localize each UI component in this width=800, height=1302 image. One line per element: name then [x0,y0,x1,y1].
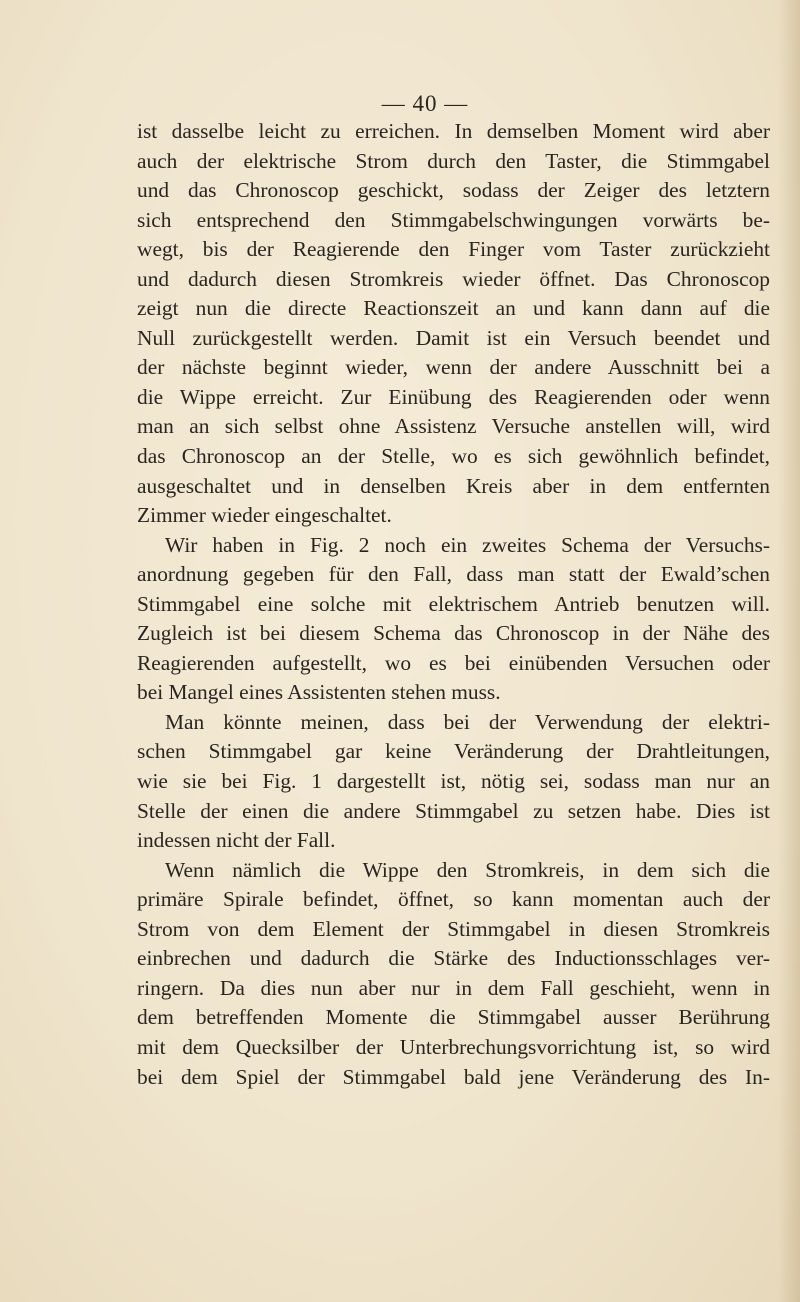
text-line: ist dasselbe leicht zu erreichen. In demselben Moment wird aber [137,119,770,143]
text-line: einbrechen und dadurch die Stärke des Inductionsschlages ver- [137,946,770,971]
text-line: primäre Spirale befindet, öffnet, so kann momentan auch der [137,887,770,912]
text-line: zeigt nun die directe Reactionszeit an und kann dann auf die [137,296,770,321]
text-line: Zugleich ist bei diesem Schema das Chronoscop in der Nähe des [137,621,770,646]
text-line: dem betreffenden Momente die Stimmgabel ausser Berührung [137,1005,770,1030]
page-edge-shadow [778,0,800,1302]
text-line: auch der elektrische Strom durch den Taster, die Stimmgabel [137,148,770,173]
text-line: die Wippe erreicht. Zur Einübung des Reagierenden oder wenn [137,384,770,409]
text-line: Wenn nämlich die Wippe den Stromkreis, in dem sich die [165,857,770,882]
text-line: wie sie bei Fig. 1 dargestellt ist, nötig sei, sodass man nur an [137,769,770,794]
text-line: Stimmgabel eine solche mit elektrischem Antrieb benutzen will. [137,591,770,616]
text-line: Reagierenden aufgestellt, wo es bei einübenden Versuchen oder [137,650,770,675]
text-line: und dadurch diesen Stromkreis wieder öffnet. Das Chronoscop [137,266,770,291]
text-line: ausgeschaltet und in denselben Kreis aber in dem entfernten [137,473,770,498]
text-line: sich entsprechend den Stimmgabelschwingungen vorwärts be- [137,207,770,232]
page-number: — 40 — [381,91,469,116]
text-line: Stelle der einen die andere Stimmgabel zu setzen habe. Dies ist [137,798,770,823]
text-line: bei Mangel eines Assistenten stehen muss. [137,680,501,705]
body-text [137,117,770,1092]
text-line: indessen nicht der Fall. [137,828,336,853]
text-line: ringern. Da dies nun aber nur in dem Fall geschieht, wenn in [137,975,770,1000]
text-line: und das Chronoscop geschickt, sodass der Zeiger des letztern [137,178,770,203]
text-line: schen Stimmgabel gar keine Veränderung der Drahtleitungen, [137,739,770,764]
text-line: Strom von dem Element der Stimmgabel in diesen Stromkreis [137,916,770,941]
text-line: mit dem Quecksilber der Unterbrechungsvorrichtung ist, so wird [137,1034,770,1059]
text-line: anordnung gegeben für den Fall, dass man statt der Ewald’schen [137,562,770,587]
text-line: das Chronoscop an der Stelle, wo es sich gewöhnlich befindet, [137,444,770,469]
text-line: wegt, bis der Reagierende den Finger vom Taster zurückzieht [137,237,770,262]
text-line: Man könnte meinen, dass bei der Verwendung der elektri- [165,709,770,734]
text-line: Wir haben in Fig. 2 noch ein zweites Schema der Versuchs- [165,532,770,557]
text-line: bei dem Spiel der Stimmgabel bald jene Veränderung des In- [137,1064,770,1089]
text-line: Zimmer wieder eingeschaltet. [137,503,392,528]
text-line: der nächste beginnt wieder, wenn der andere Ausschnitt bei a [137,355,770,380]
text-line: Null zurückgestellt werden. Damit ist ein Versuch beendet und [137,325,770,350]
text-line: man an sich selbst ohne Assistenz Versuche anstellen will, wird [137,414,770,439]
